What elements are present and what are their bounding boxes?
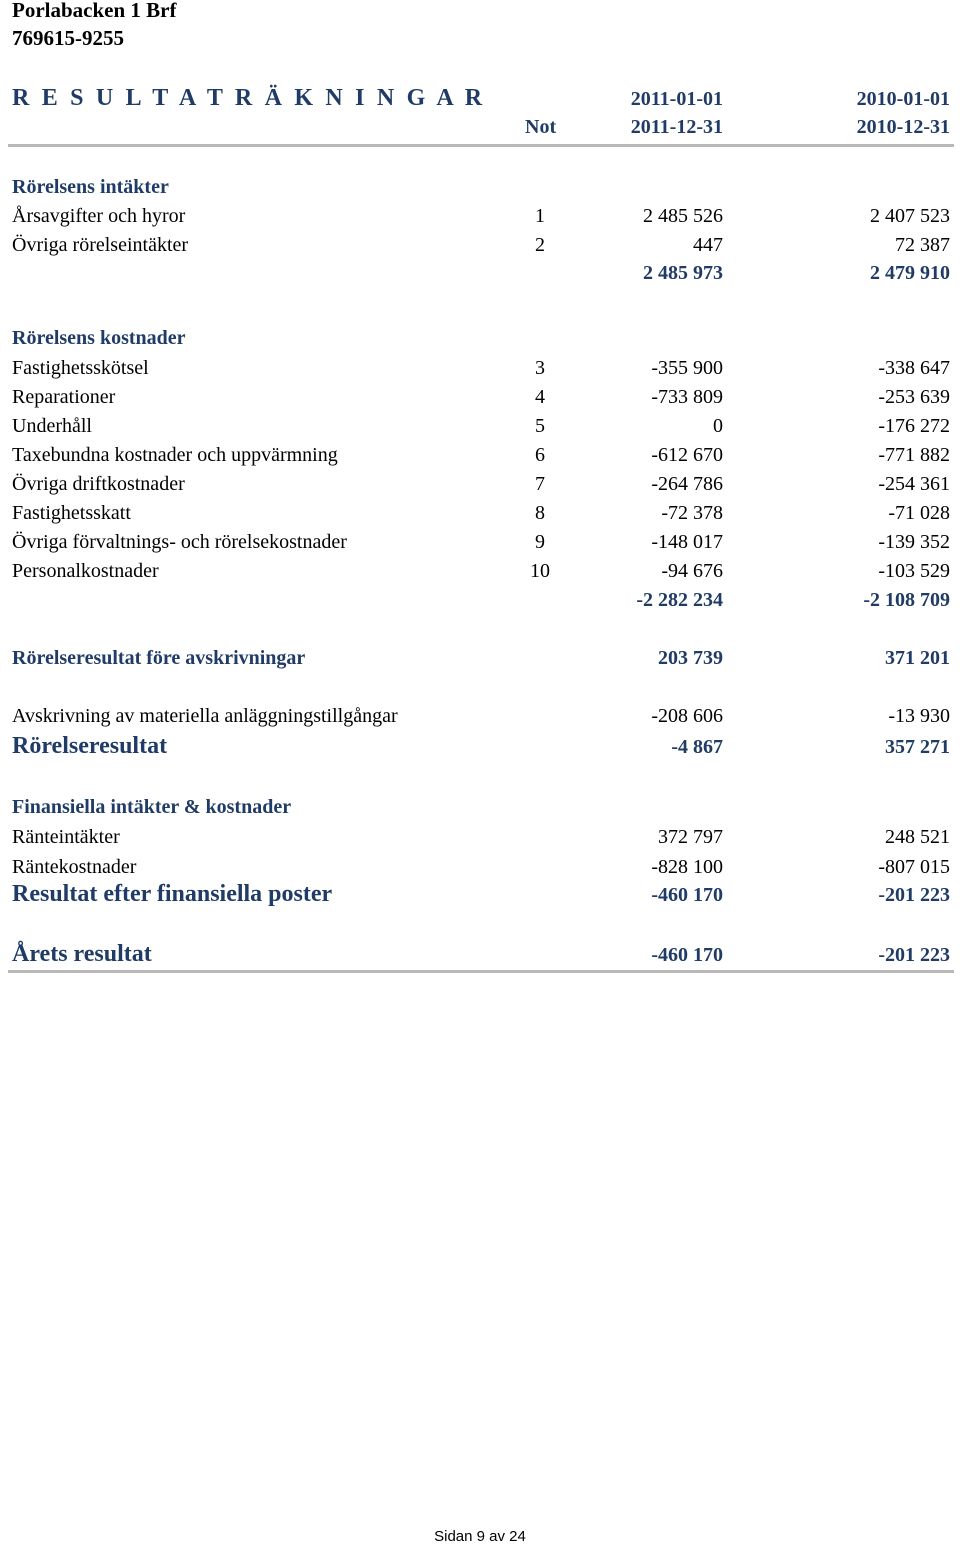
row-label: Personalkostnader (12, 560, 159, 582)
row-value-prior: 248 521 (885, 826, 950, 848)
row-value-current: -355 900 (651, 357, 723, 379)
section-heading-financial (0, 796, 960, 825)
bottom-rule (8, 970, 954, 973)
row-value-prior: -807 015 (878, 856, 950, 878)
costs-total-row (0, 589, 960, 618)
row-note: 7 (535, 473, 545, 495)
row-label: Övriga driftkostnader (12, 473, 185, 495)
row-label: Årets resultat (12, 941, 152, 967)
table-row (0, 444, 960, 473)
row-value-current: -612 670 (651, 444, 723, 466)
row-value-prior: -176 272 (878, 415, 950, 437)
row-label: Reparationer (12, 386, 116, 408)
row-value-prior: -13 930 (888, 705, 950, 727)
section-heading-label: Rörelsens intäkter (12, 176, 169, 198)
row-value-current: -148 017 (651, 531, 723, 553)
income-total-current: 2 485 973 (643, 262, 723, 284)
row-note: 4 (535, 386, 545, 408)
operating-result-row (0, 733, 960, 762)
org-number: 769615-9255 (12, 26, 124, 50)
row-value-prior: -139 352 (878, 531, 950, 553)
section-heading-income (0, 176, 960, 205)
row-label: Övriga förvaltnings- och rörelsekostnader (12, 531, 347, 553)
row-value-prior: 357 271 (885, 736, 950, 758)
table-row (0, 415, 960, 444)
row-note: 9 (535, 531, 545, 553)
income-total-row (0, 262, 960, 291)
table-row (0, 473, 960, 502)
row-label: Underhåll (12, 415, 92, 437)
row-value-current: -460 170 (651, 884, 723, 906)
row-value-current: -208 606 (651, 705, 723, 727)
pre-depreciation-row (0, 647, 960, 676)
row-value-current: 447 (693, 234, 723, 256)
row-note: 5 (535, 415, 545, 437)
row-value-prior: -201 223 (878, 884, 950, 906)
row-label: Rörelseresultat (12, 733, 168, 759)
table-row (0, 502, 960, 531)
row-value-prior: -254 361 (878, 473, 950, 495)
row-label: Taxebundna kostnader och uppvärmning (12, 444, 338, 466)
financial-result-row (0, 881, 960, 910)
row-value-current: 372 797 (658, 826, 723, 848)
row-label: Ränteintäkter (12, 826, 120, 848)
table-row (0, 531, 960, 560)
row-value-current: -72 378 (661, 502, 723, 524)
row-value-current: 2 485 526 (643, 205, 723, 227)
table-row (0, 357, 960, 386)
annual-result-row (0, 941, 960, 970)
row-label: Fastighetsskatt (12, 502, 131, 524)
table-row (0, 205, 960, 234)
period-current-start: 2011-01-01 (630, 88, 723, 110)
table-row (0, 560, 960, 589)
row-note: 1 (535, 205, 545, 227)
income-total-prior: 2 479 910 (870, 262, 950, 284)
row-value-current: -264 786 (651, 473, 723, 495)
company-name: Porlabacken 1 Brf (12, 0, 177, 22)
row-value-prior: -71 028 (888, 502, 950, 524)
row-value-current: 0 (713, 415, 723, 437)
section-heading-costs (0, 327, 960, 356)
row-label: Resultat efter finansiella poster (12, 881, 333, 907)
row-note: 6 (535, 444, 545, 466)
costs-total-prior: -2 108 709 (863, 589, 950, 611)
row-label: Övriga rörelseintäkter (12, 234, 189, 256)
row-value-current: -94 676 (661, 560, 723, 582)
row-note: 8 (535, 502, 545, 524)
row-value-current: -4 867 (671, 736, 723, 758)
costs-total-current: -2 282 234 (636, 589, 723, 611)
row-value-current: -733 809 (651, 386, 723, 408)
section-heading-label: Rörelsens kostnader (12, 327, 186, 349)
row-value-prior: 2 407 523 (870, 205, 950, 227)
period-prior-end: 2010-12-31 (856, 116, 950, 138)
row-note: 2 (535, 234, 545, 256)
row-note: 3 (535, 357, 545, 379)
row-label: Avskrivning av materiella anläggningstillgångar (12, 705, 398, 727)
row-value-current: -460 170 (651, 944, 723, 966)
row-value-prior: 72 387 (895, 234, 950, 256)
row-label: Rörelseresultat före avskrivningar (12, 647, 306, 669)
row-label: Årsavgifter och hyror (12, 205, 186, 227)
table-row (0, 826, 960, 855)
header-rule (8, 144, 954, 147)
period-prior-start: 2010-01-01 (856, 88, 950, 110)
row-label: Fastighetsskötsel (12, 357, 149, 379)
row-value-prior: -103 529 (878, 560, 950, 582)
row-value-prior: 371 201 (885, 647, 950, 669)
row-note: 10 (530, 560, 550, 582)
row-value-prior: -201 223 (878, 944, 950, 966)
row-value-current: -828 100 (651, 856, 723, 878)
table-row (0, 234, 960, 263)
period-current-end: 2011-12-31 (630, 116, 723, 138)
row-value-current: 203 739 (658, 647, 723, 669)
row-value-prior: -338 647 (878, 357, 950, 379)
table-row (0, 386, 960, 415)
row-label: Räntekostnader (12, 856, 137, 878)
row-value-prior: -771 882 (878, 444, 950, 466)
section-heading-label: Finansiella intäkter & kostnader (12, 796, 292, 818)
depreciation-row (0, 705, 960, 734)
report-title: R E S U L T A T R Ä K N I N G A R (12, 85, 486, 111)
note-column-header: Not (525, 116, 557, 138)
page-number: Sidan 9 av 24 (434, 1528, 526, 1545)
row-value-prior: -253 639 (878, 386, 950, 408)
